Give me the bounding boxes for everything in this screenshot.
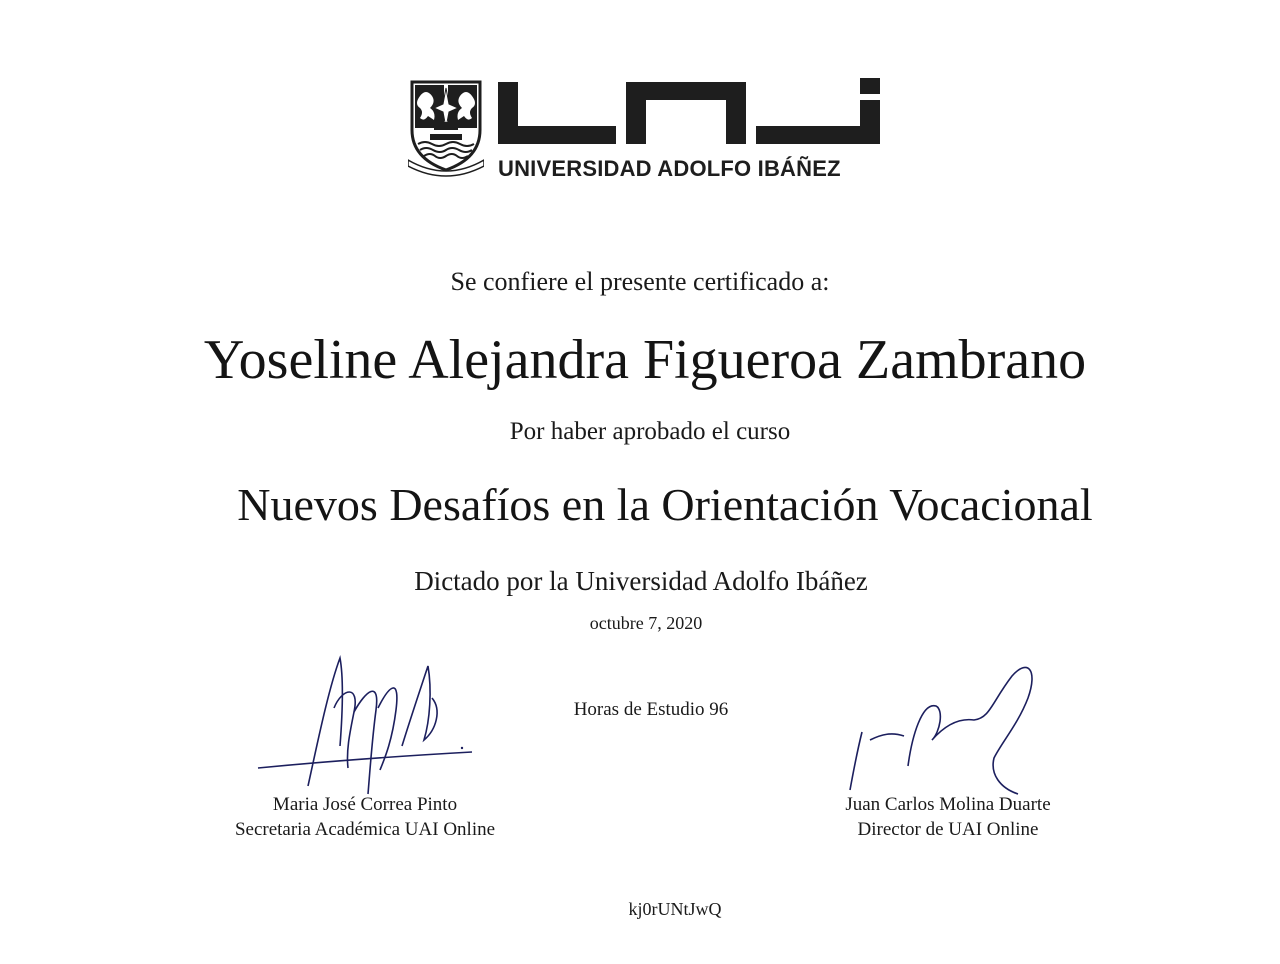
conferral-intro: Se confiere el presente certificado a: — [450, 267, 830, 296]
taught-by-text: Dictado por la Universidad Adolfo Ibáñez — [414, 566, 868, 596]
signer-left-name: Maria José Correa Pinto — [272, 794, 458, 815]
recipient-name: Yoseline Alejandra Figueroa Zambrano — [203, 329, 1087, 391]
university-logo — [408, 78, 880, 184]
signer-left-title: Secretaria Académica UAI Online — [234, 819, 496, 840]
signature-right-icon — [842, 662, 1052, 800]
signature-left-icon — [250, 650, 480, 800]
course-title: Nuevos Desafíos en la Orientación Vocacional — [237, 479, 1093, 530]
verification-code: kj0rUNtJwQ — [628, 899, 722, 919]
uai-wordmark-icon — [498, 78, 880, 144]
university-name: UNIVERSIDAD ADOLFO IBÁÑEZ — [498, 156, 841, 181]
university-crest-icon — [408, 78, 484, 178]
study-hours: Horas de Estudio 96 — [573, 699, 729, 720]
certificate-date: octubre 7, 2020 — [589, 613, 703, 633]
signer-right-title: Director de UAI Online — [857, 819, 1039, 840]
signer-right-name: Juan Carlos Molina Duarte — [845, 794, 1051, 815]
approved-text: Por haber aprobado el curso — [509, 418, 791, 445]
